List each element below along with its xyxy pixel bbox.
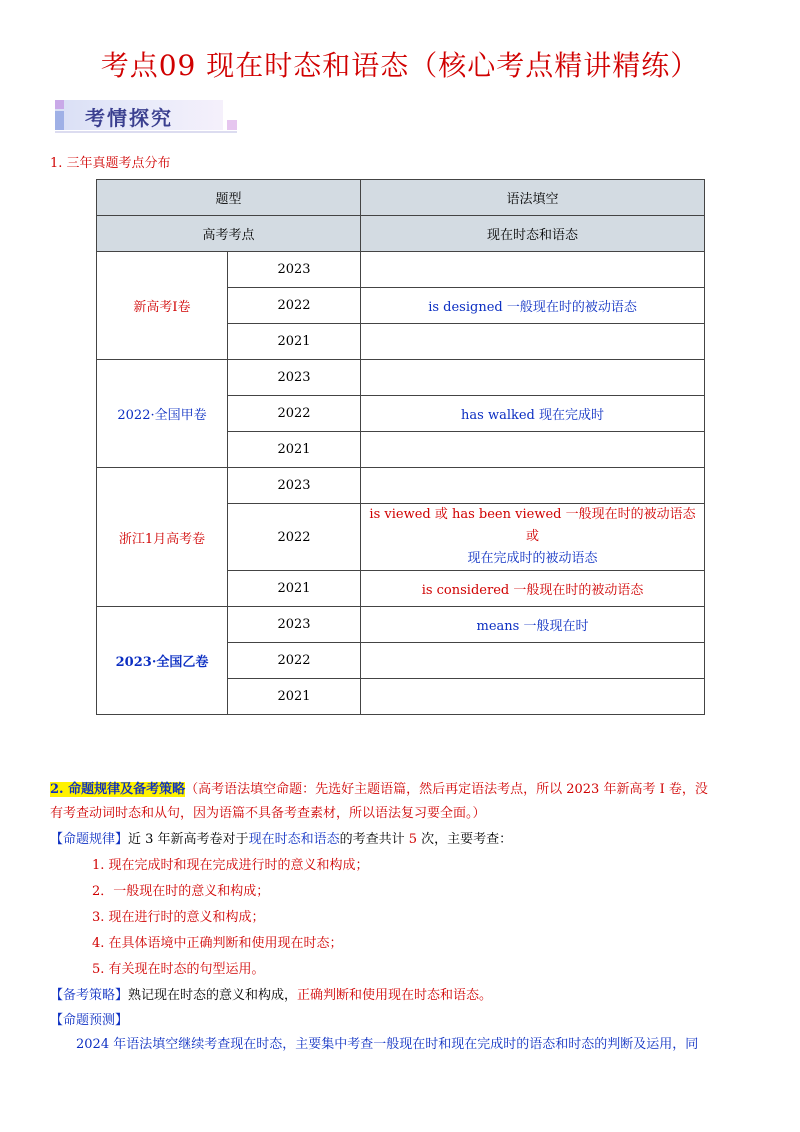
point-cell [361, 504, 705, 571]
section2-note-line2: 有考查动词时态和从句，因为语篇不具备考查素材，所以语法复习要全面。） [50, 806, 486, 821]
list-item: 4. 在具体语境中正确判断和使用现在时态； [92, 936, 343, 951]
header-cell: 题型 [97, 180, 361, 216]
point-cell [361, 643, 705, 679]
rule-text: 次，主要考查： [417, 832, 513, 847]
list-item: 2．一般现在时的意义和构成； [92, 884, 270, 899]
header-cell: 高考考点 [97, 216, 361, 252]
point-cell: is considered 一般现在时的被动语态 [361, 571, 705, 607]
banner-decor-square [55, 100, 64, 109]
year-cell: 2022 [228, 396, 361, 432]
point-cell: has walked 现在完成时 [361, 396, 705, 432]
banner-decor-square [55, 111, 64, 130]
rule-topic: 现在时态和语态 [248, 832, 340, 847]
page-title: 考点09 现在时态和语态（核心考点精讲精练） [100, 49, 700, 82]
section2-heading: 2. 命题规律及备考策略 [50, 782, 186, 797]
exam-name-cell: 新高考Ⅰ卷 [97, 252, 228, 360]
exam-name-cell: 2023·全国乙卷 [97, 607, 228, 715]
header-cell: 现在时态和语态 [361, 216, 705, 252]
year-cell: 2023 [228, 468, 361, 504]
forecast-tag: 【命题预测】 [50, 1013, 129, 1028]
year-cell: 2021 [228, 324, 361, 360]
exam-distribution-table [96, 179, 705, 715]
year-cell: 2021 [228, 679, 361, 715]
point-cell: means 一般现在时 [361, 607, 705, 643]
point-line: is viewed 或 has been viewed 一般现在时的被动语态或 [369, 507, 696, 544]
rule-tag: 【命题规律】 [50, 832, 129, 847]
section-banner [55, 100, 237, 134]
section2-paragraph [50, 778, 756, 802]
year-cell: 2022 [228, 288, 361, 324]
table-row [97, 468, 705, 504]
banner-decor-square [227, 120, 237, 130]
section1-heading: 1. 三年真题考点分布 [50, 156, 171, 171]
strategy-tag: 【备考策略】 [50, 988, 129, 1003]
year-cell: 2023 [228, 252, 361, 288]
year-cell: 2021 [228, 571, 361, 607]
list-item: 5. 有关现在时态的句型运用。 [92, 962, 265, 977]
list-item: 3. 现在进行时的意义和构成； [92, 910, 265, 925]
year-cell: 2021 [228, 432, 361, 468]
banner-underline [55, 131, 237, 133]
table-header-row [97, 216, 705, 252]
list-item: 1. 现在完成时和现在完成进行时的意义和构成； [92, 858, 369, 873]
strategy-line [50, 984, 756, 1008]
point-cell [361, 252, 705, 288]
table-row [97, 252, 705, 288]
year-cell: 2023 [228, 360, 361, 396]
point-cell [361, 468, 705, 504]
rule-text: 的考查共计 [339, 832, 409, 847]
forecast-text: 2024 年语法填空继续考查现在时态，主要集中考查一般现在时和现在完成时的语态和时态的判断及运用，同 [76, 1037, 699, 1052]
rule-line [50, 828, 756, 852]
year-cell: 2022 [228, 504, 361, 571]
table-header-row [97, 180, 705, 216]
point-cell [361, 432, 705, 468]
exam-name-cell: 2022·全国甲卷 [97, 360, 228, 468]
table-row [97, 360, 705, 396]
exam-name-cell: 浙江1月高考卷 [97, 468, 228, 607]
banner-label: 考情探究 [85, 106, 173, 130]
year-cell: 2022 [228, 643, 361, 679]
point-cell [361, 324, 705, 360]
point-line: 现在完成时的被动语态 [467, 551, 598, 566]
section2-note: （高考语法填空命题：先选好主题语篇，然后再定语法考点，所以 2023 年新高考 I 卷，没 [185, 782, 708, 797]
header-cell: 语法填空 [361, 180, 705, 216]
rule-count: 5 [408, 832, 417, 847]
exam-points-list [92, 853, 369, 983]
rule-text: 近 3 年新高考卷对于 [128, 832, 249, 847]
point-cell [361, 360, 705, 396]
point-cell [361, 679, 705, 715]
point-cell: is designed 一般现在时的被动语态 [361, 288, 705, 324]
year-cell: 2023 [228, 607, 361, 643]
strategy-text: 熟记现在时态的意义和构成， [128, 988, 298, 1003]
table-row [97, 607, 705, 643]
strategy-highlight: 正确判断和使用现在时态和语态。 [297, 988, 493, 1003]
